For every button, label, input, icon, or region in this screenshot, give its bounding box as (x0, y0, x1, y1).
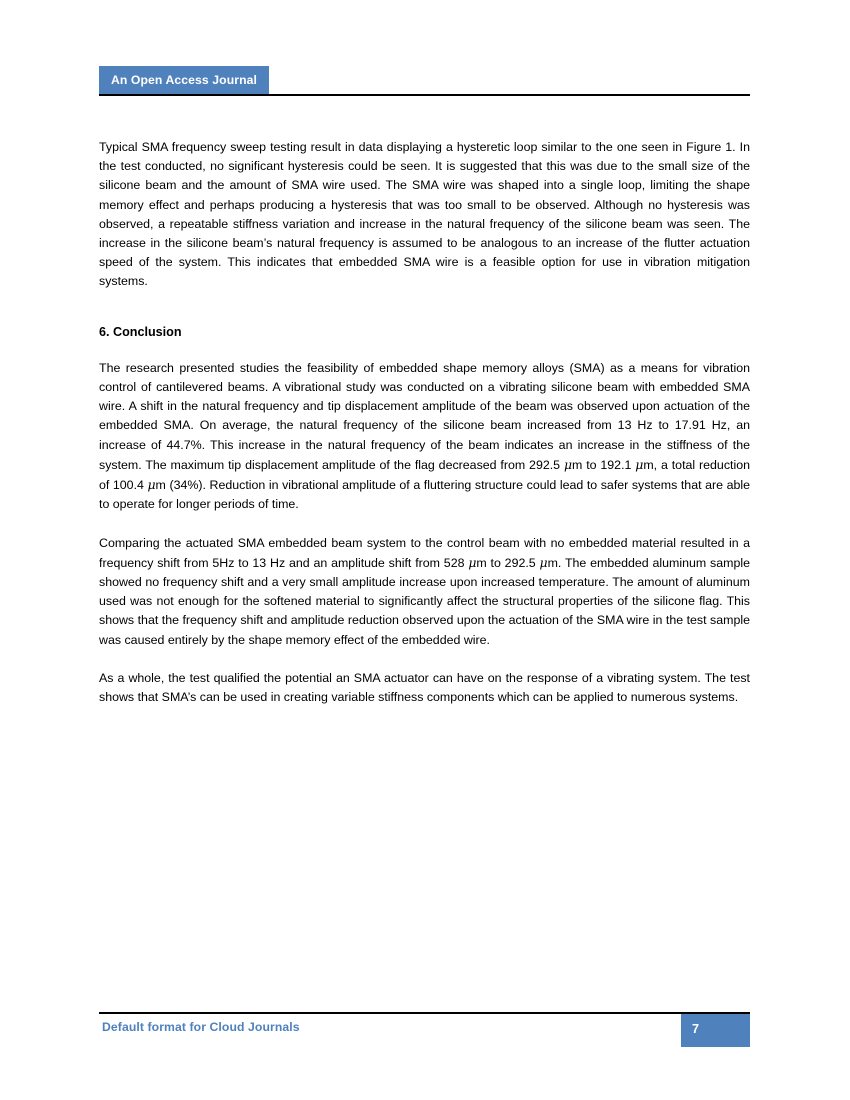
paragraph-research-summary-text-a: The research presented studies the feasibility of embedded shape memory alloys (SMA) as a means for vibration control of cantilevered beams. A vibrational study was conducted on a vibrating silicone beam with embedded SMA wire. A shift in the natural frequency and tip displacement amplitude of the beam was observed upon actuation of the embedded SMA. On average, the natural frequency of the silicone beam increased from 13 Hz to 17.91 Hz, an increase of 44.7%. This increase in the natural frequency of the beam indicates an increase in the stiffness of the system. The maximum tip displacement amplitude of the flag decreased from 292.5 (99, 360, 750, 472)
journal-banner-badge: An Open Access Journal (99, 66, 269, 94)
paragraph-hysteresis-discussion: Typical SMA frequency sweep testing result in data displaying a hysteretic loop similar to the one seen in Figure 1. In the test conducted, no significant hysteresis could be seen. It is suggested that this was due to the small size of the silicone beam and the amount of SMA wire used. The SMA wire was shaped into a single loop, limiting the shape memory effect and perhaps producing a hysteresis that was too small to be observed. Although no hysteresis was observed, a repeatable stiffness variation and increase in the natural frequency of the silicone beam was seen. The increase in the silicone beam’s natural frequency is assumed to be analogous to an increase of the flutter actuation speed of the system. This indicates that embedded SMA wire is a feasible option for use in vibration mitigation systems. (99, 140, 750, 289)
micro-symbol-icon: μ (147, 477, 156, 493)
paragraph-research-summary (99, 359, 750, 515)
micro-symbol-icon: μ (468, 554, 477, 570)
section-heading-conclusion: 6. Conclusion (99, 324, 182, 339)
paragraph-control-comparison-text-b: m to 292.5 (476, 555, 540, 570)
footer-rule-divider (99, 1012, 750, 1014)
paragraph-research-summary-text-b: m to 192.1 (572, 457, 636, 472)
paragraph-control-comparison-text-c: m. The embedded aluminum sample showed no frequency shift and a very small amplitude increase upon increased temperature. The amount of aluminum used was not enough for the softened material to significantly affect the structural properties of the silicone flag. This shows that the frequency shift and amplitude reduction observed upon the actuation of the SMA wire in the test sample was caused entirely by the shape memory effect of the embedded wire. (99, 555, 750, 647)
paragraph-control-comparison-text-a: Comparing the actuated SMA embedded beam system to the control beam with no embedded material resulted in a frequency shift from 5Hz to 13 Hz and an amplitude shift from 528 (99, 535, 750, 570)
micro-symbol-icon: μ (635, 456, 644, 472)
micro-symbol-icon: μ (563, 456, 572, 472)
micro-symbol-icon: μ (539, 554, 548, 570)
paragraph-control-comparison (99, 534, 750, 650)
page-number-value: 7 (692, 1022, 700, 1037)
page-header (99, 66, 750, 96)
header-rule-divider (99, 94, 750, 96)
page-number-box (681, 1014, 750, 1047)
paragraph-research-summary-text-c: m, a total reduction of 100.4 (99, 457, 750, 493)
paragraph-research-summary-text-d: m (34%). Reduction in vibrational amplitude of a fluttering structure could lead to safer systems that are able to operate for longer periods of time. (99, 478, 750, 512)
footer-journal-label: Default format for Cloud Journals (102, 1020, 300, 1034)
page-footer (99, 1012, 750, 1052)
heading-spacer-bottom (99, 342, 750, 359)
paragraph-closing-statement: As a whole, the test qualified the potential an SMA actuator can have on the response of a vibrating system. The test shows that SMA’s can be used in creating variable stiffness components which can be applied to numerous systems. (99, 671, 750, 705)
heading-spacer-top (99, 292, 750, 323)
document-body (99, 138, 750, 707)
